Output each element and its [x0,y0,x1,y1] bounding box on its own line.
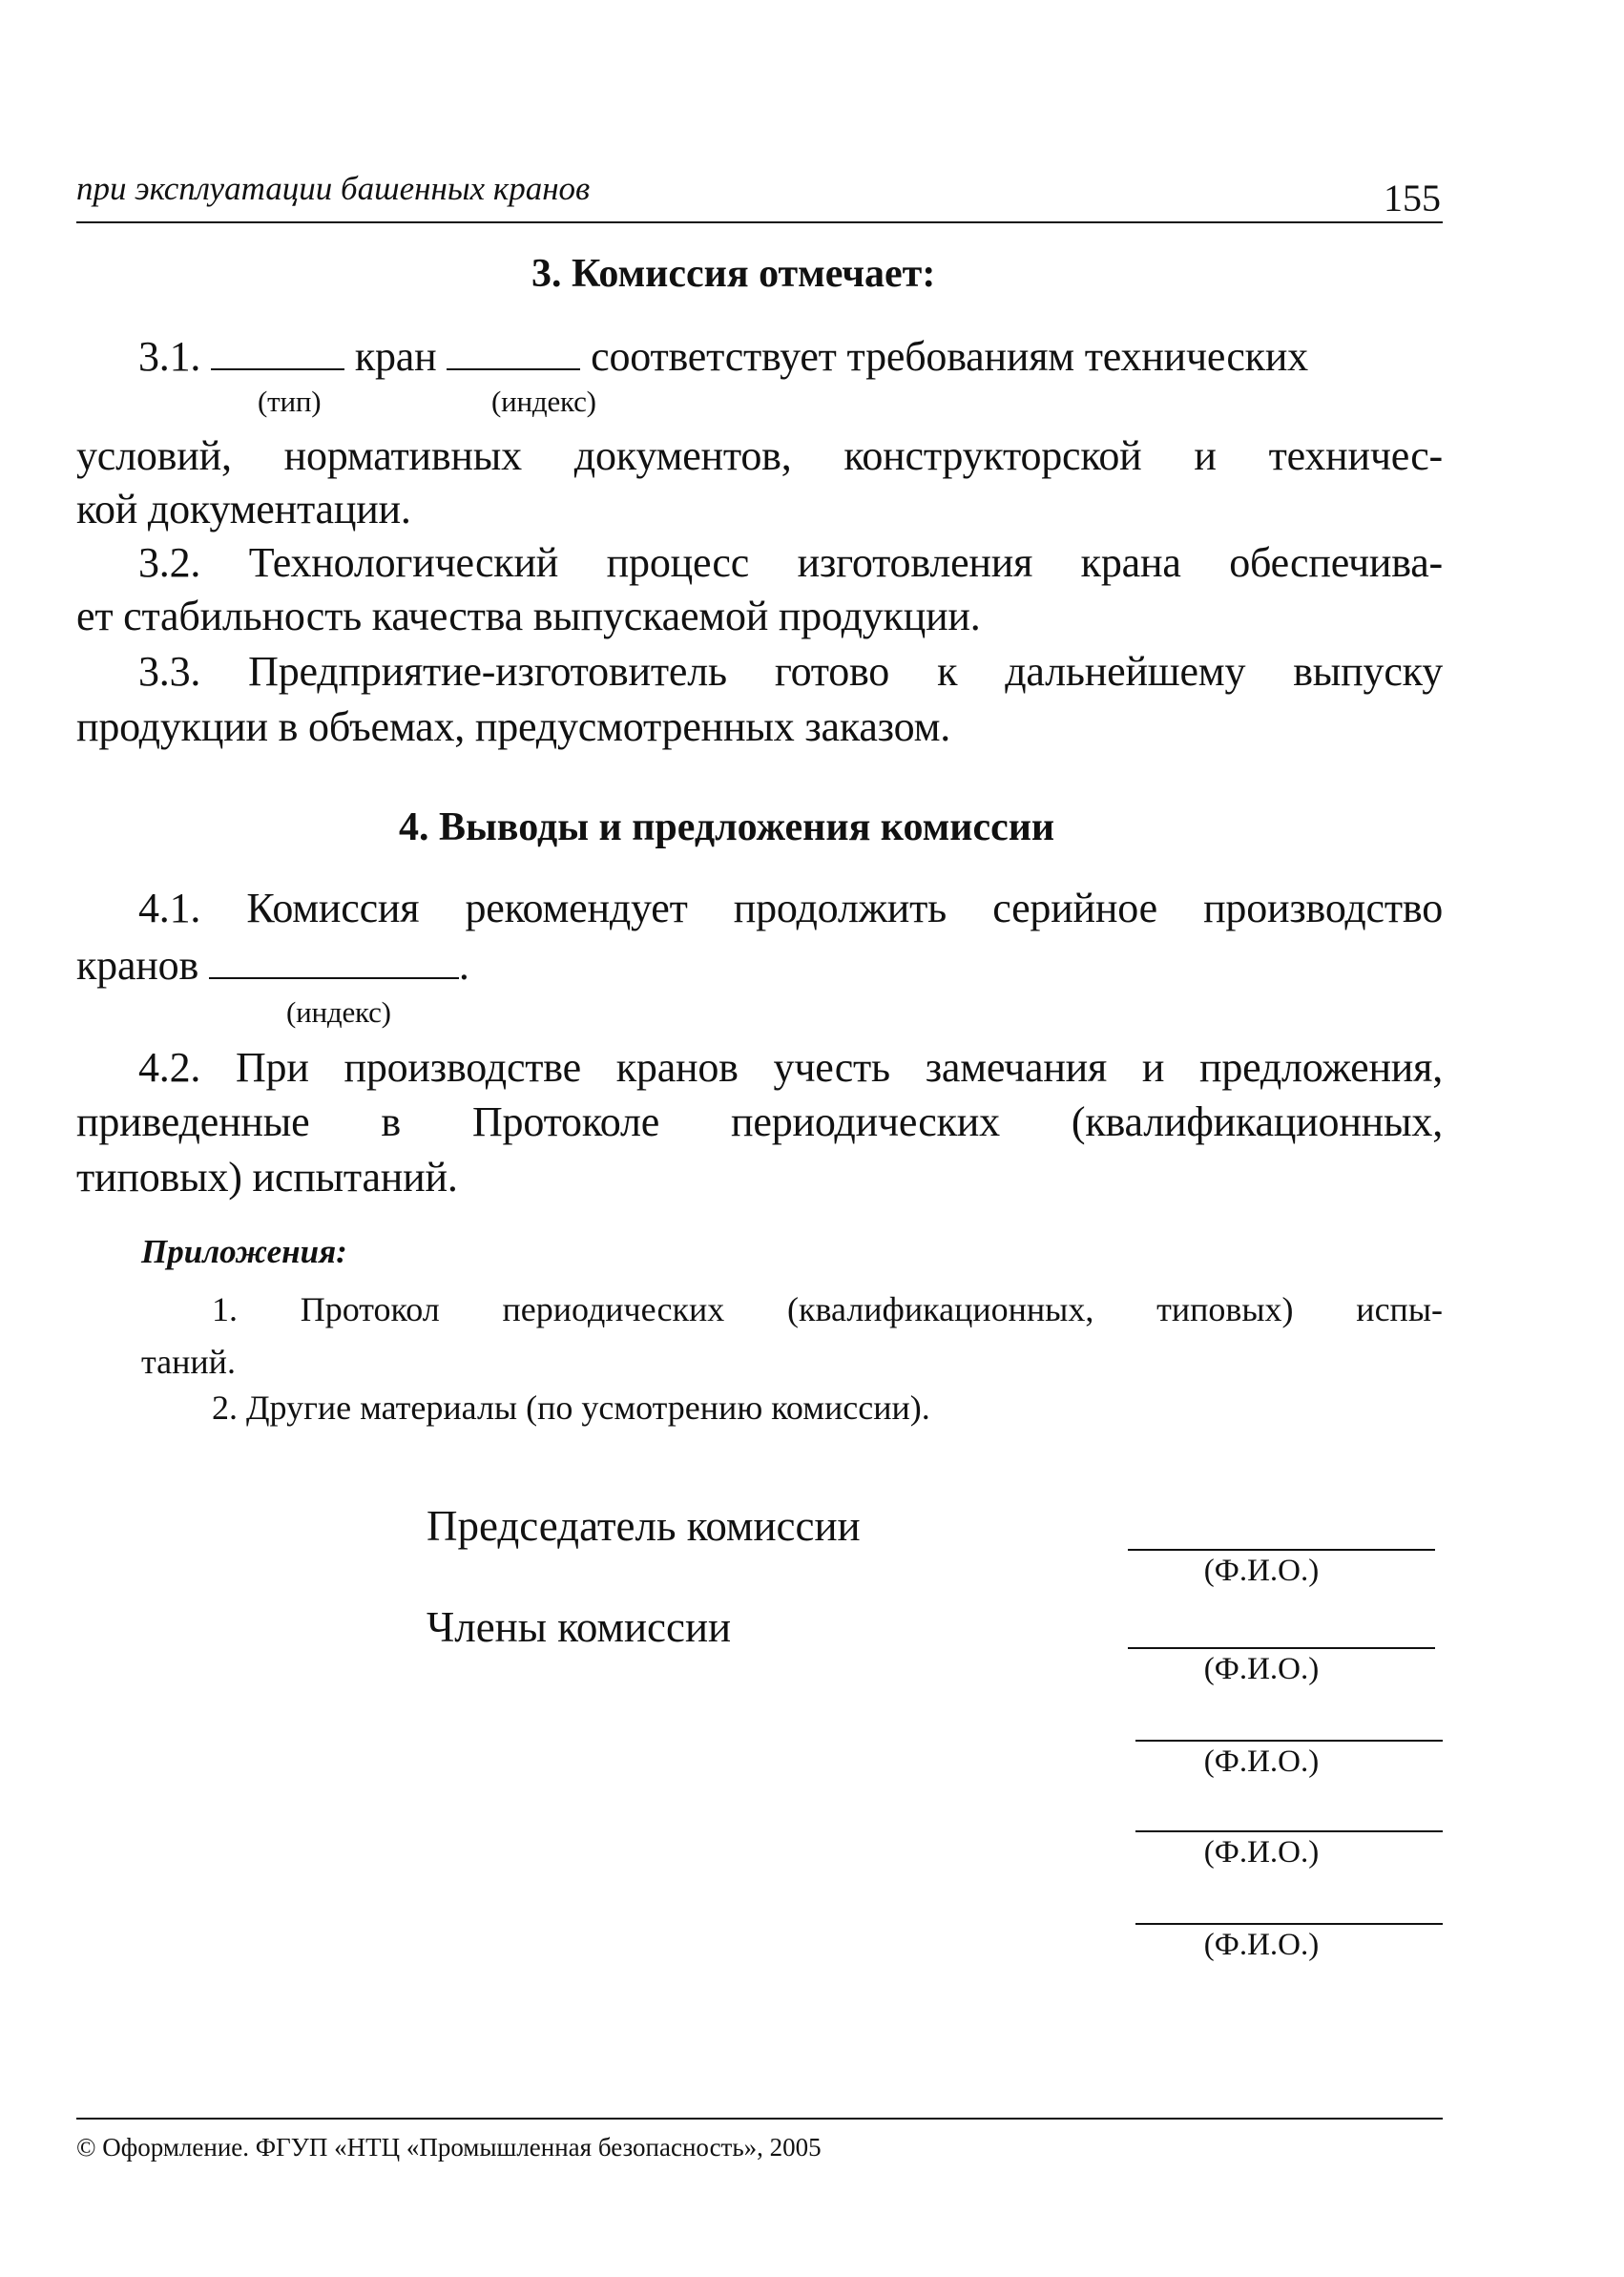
item-3-1-prefix: 3.1. [138,333,201,380]
crane-index-blank [209,949,459,979]
index-blank [447,340,580,370]
item-4-2-line-1: 4.2. При производстве кранов учесть замечания и предложения, [138,1044,1443,1091]
item-3-1-rest: соответствует требованиям технических [591,333,1308,380]
item-3-1-line-3: кой документации. [76,486,411,533]
attachments-title: Приложения: [141,1233,347,1270]
signature-line-member-2 [1135,1740,1443,1742]
signature-line-member-3 [1135,1830,1443,1832]
item-4-1-line-1: 4.1. Комиссия рекомендует продолжить серийное производство [138,885,1443,931]
attachment-1-line-2: таний. [141,1343,236,1381]
fio-caption-5: (Ф.И.О.) [1203,1928,1320,1962]
members-label: Члены комиссии [427,1603,732,1651]
type-blank [211,340,344,370]
item-3-3-line-2: продукции в объемах, предусмотренных заказом. [76,703,951,750]
footer-rule [76,2118,1443,2120]
item-4-1-line-2 [76,942,1443,989]
signature-line-member-1 [1128,1647,1435,1649]
signature-line-member-4 [1135,1923,1443,1925]
item-3-2-line-1: 3.2. Технологический процесс изготовления крана обеспечива- [138,539,1443,586]
caption-type: (тип) [258,385,322,418]
item-3-2-line-2: ет стабильность качества выпускаемой продукции. [76,593,981,639]
section-4-title: 4. Выводы и предложения комиссии [399,805,1055,849]
footer-copyright: © Оформление. ФГУП «НТЦ «Промышленная безопасность», 2005 [76,2133,822,2162]
word-crane: кран [354,333,437,380]
fio-caption-3: (Ф.И.О.) [1203,1744,1320,1779]
fio-caption-2: (Ф.И.О.) [1203,1652,1320,1686]
fio-caption-4: (Ф.И.О.) [1203,1835,1320,1870]
attachment-1-line-1: 1. Протокол периодических (квалификационных, типовых) испы- [212,1290,1443,1328]
item-4-2-line-2: приведенные в Протоколе периодических (квалификационных, [76,1098,1443,1145]
item-3-1-line-1 [138,333,1443,380]
chairman-label: Председатель комиссии [427,1502,861,1550]
item-4-2-line-3: типовых) испытаний. [76,1154,458,1201]
running-header-title: при эксплуатации башенных кранов [76,170,591,207]
item-3-1-line-2: условий, нормативных документов, конструкторской и техничес- [76,432,1443,479]
page-number: 155 [1384,177,1441,219]
attachment-2: 2. Другие материалы (по усмотрению комиссии). [212,1389,930,1427]
fio-caption-1: (Ф.И.О.) [1203,1554,1320,1588]
caption-index: (индекс) [491,385,596,418]
line-end-period: . [458,942,469,989]
item-3-3-line-1: 3.3. Предприятие-изготовитель готово к дальнейшему выпуску [138,648,1443,695]
caption-index-2: (индекс) [286,995,391,1029]
signature-line-chairman [1128,1549,1435,1551]
header-rule [76,221,1443,223]
section-3-title: 3. Комиссия отмечает: [531,252,936,296]
word-cranes: кранов [76,942,199,989]
